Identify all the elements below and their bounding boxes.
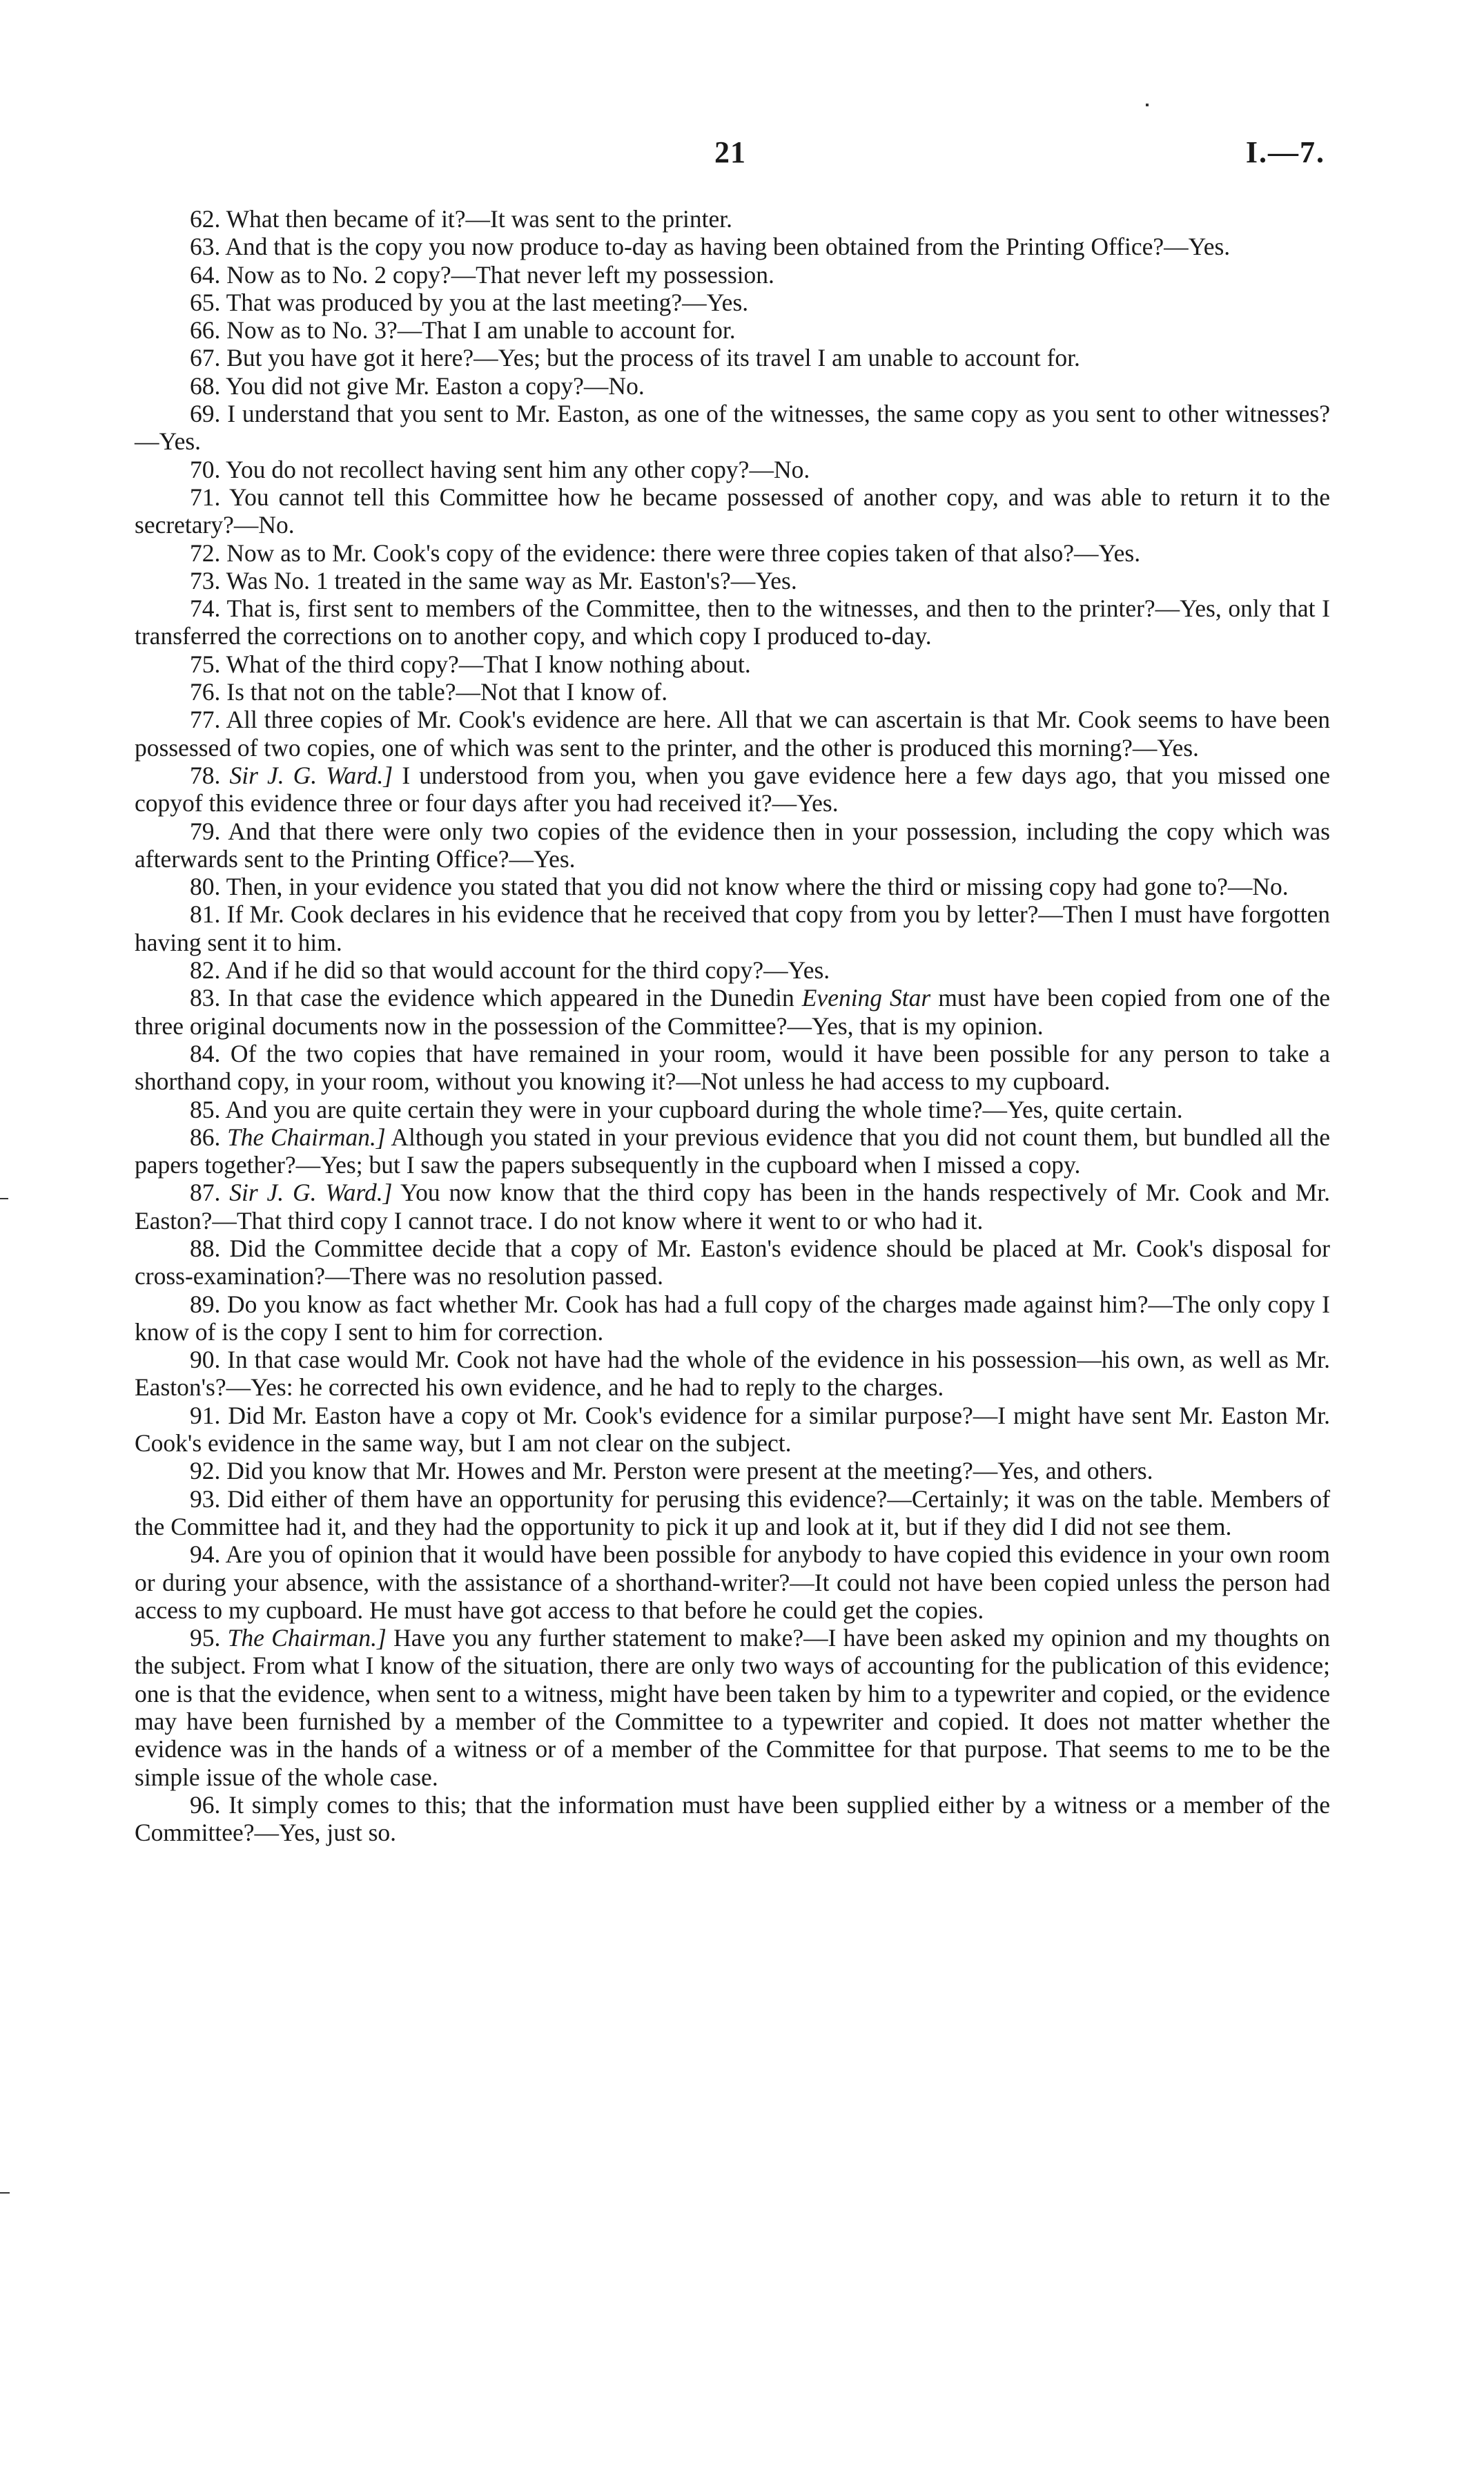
- question-text: Now as to Mr. Cook's copy of the evidence: there were three copies taken of that also?—Yes.: [226, 539, 1141, 567]
- question-text: Is that not on the table?—Not that I know of.: [226, 678, 668, 706]
- question-text: And if he did so that would account for the third copy?—Yes.: [225, 956, 830, 985]
- question-number: 73.: [190, 566, 221, 594]
- evidence-question: [135, 456, 1330, 483]
- question-text: Do you know as fact whether Mr. Cook has had a full copy of the charges made against him?—The only copy I know of is the copy I sent to him for correction.: [135, 1290, 1330, 1346]
- document-reference: I.—7.: [1245, 135, 1325, 169]
- question-number: 66.: [190, 316, 221, 345]
- question-text: Now as to No. 3?—That I am unable to account for.: [226, 316, 736, 345]
- evidence-question: [135, 1096, 1330, 1123]
- question-text: Then, in your evidence you stated that you did not know where the third or missing copy had gone to?—No.: [226, 873, 1289, 901]
- evidence-question: [135, 873, 1330, 900]
- speaker-label: Sir J. G. Ward.]: [229, 761, 393, 789]
- evidence-question: [135, 1179, 1330, 1235]
- evidence-question: [135, 1040, 1330, 1096]
- question-number: 82.: [190, 956, 221, 985]
- evidence-question: [135, 567, 1330, 594]
- evidence-question: [135, 984, 1330, 1040]
- question-text: You did not give Mr. Easton a copy?—No.: [225, 371, 645, 400]
- question-text: Although you stated in your previous evidence that you did not count them, but bundled all the papers together?—Yes; but I saw the papers subsequently in the cupboard when I missed a copy.: [135, 1123, 1331, 1179]
- question-number: 91.: [190, 1401, 221, 1429]
- evidence-question: [135, 650, 1330, 678]
- question-number: 85.: [190, 1095, 221, 1123]
- question-number: 87.: [190, 1179, 221, 1207]
- question-number: 83.: [190, 984, 221, 1012]
- question-text: I understand that you sent to Mr. Easton, as one of the witnesses, the same copy as you sent to other witnesses?—Yes.: [135, 400, 1330, 456]
- question-text: Did either of them have an opportunity for perusing this evidence?—Certainly; it was on the table. Members of the Committee had it, and they had the opportunity to pick it up and look at it, but if they did I did not see them.: [135, 1484, 1331, 1540]
- evidence-question: [135, 261, 1330, 289]
- evidence-question: [135, 1624, 1330, 1791]
- evidence-question: [135, 1290, 1330, 1346]
- question-text: It simply comes to this; that the information must have been supplied either by a witness or a member of the Committee?—Yes, just so.: [135, 1790, 1330, 1847]
- question-text: Did the Committee decide that a copy of Mr. Easton's evidence should be placed at Mr. Cook's disposal for cross-examination?—There was no resolution passed.: [135, 1234, 1330, 1290]
- evidence-question: [135, 400, 1330, 456]
- question-text: If Mr. Cook declares in his evidence that he received that copy from you by letter?—Then I must have forgotten having sent it to him.: [135, 900, 1331, 956]
- scan-speck: [1146, 104, 1149, 106]
- question-number: 95.: [190, 1624, 221, 1652]
- question-text: What of the third copy?—That I know nothing about.: [226, 650, 751, 678]
- question-number: 76.: [190, 678, 221, 706]
- evidence-question: [135, 1791, 1330, 1847]
- question-text: Did Mr. Easton have a copy ot Mr. Cook's evidence for a similar purpose?—I might have sent Mr. Easton Mr. Cook's evidence in the same way, but I am not clear on the subject.: [135, 1401, 1330, 1458]
- evidence-question: [135, 594, 1330, 650]
- question-number: 64.: [190, 260, 221, 289]
- question-number: 92.: [190, 1457, 221, 1485]
- question-text: You now know that the third copy has been in the hands respectively of Mr. Cook and Mr. Easton?—That third copy I cannot trace. I do not know where it went to or who had it.: [135, 1179, 1331, 1235]
- speaker-label: The Chairman.]: [227, 1123, 386, 1151]
- question-number: 88.: [190, 1234, 221, 1262]
- question-text: Have you any further statement to make?—I have been asked my opinion and my thoughts on the subject. From what I know of the situation, there are only two ways of accounting for the publication of this evidence; one is that the evidence, when sent to a witness, might have been taken by him to a typewriter and copied, or the evidence may have been furnished by a member of the Committee to a typewriter and copied. It does not matter whether the evidence was in the hands of a witness or of a member of the Committee for that purpose. That seems to me to be the simple issue of the whole case.: [135, 1624, 1331, 1791]
- evidence-question: [135, 706, 1330, 762]
- question-number: 81.: [190, 900, 221, 929]
- question-text: You do not recollect having sent him any other copy?—No.: [225, 455, 810, 483]
- question-number: 62.: [190, 205, 221, 233]
- question-number: 78.: [190, 761, 221, 789]
- evidence-question: [135, 205, 1330, 233]
- question-text: Now as to No. 2 copy?—That never left my possession.: [226, 260, 774, 289]
- evidence-question: [135, 956, 1330, 984]
- question-number: 86.: [190, 1123, 221, 1151]
- question-text: And that there were only two copies of the evidence then in your possession, including the copy which was afterwards sent to the Printing Office?—Yes.: [135, 817, 1330, 873]
- evidence-question: [135, 900, 1330, 956]
- question-text: All three copies of Mr. Cook's evidence are here. All that we can ascertain is that Mr. Cook seems to have been possessed of two copies, one of which was sent to the printer, and the other is produced this morning?—Yes.: [135, 706, 1330, 762]
- question-number: 75.: [190, 650, 221, 678]
- question-text: And you are quite certain they were in your cupboard during the whole time?—Yes, quite certain.: [225, 1095, 1183, 1123]
- speaker-label: Sir J. G. Ward.]: [229, 1179, 393, 1207]
- scan-edge-mark: [0, 1198, 8, 1199]
- evidence-question: [135, 483, 1330, 539]
- question-number: 77.: [190, 706, 221, 734]
- question-text: But you have got it here?—Yes; but the process of its travel I am unable to account for.: [226, 344, 1080, 372]
- question-text: Did you know that Mr. Howes and Mr. Perston were present at the meeting?—Yes, and others.: [226, 1457, 1153, 1485]
- evidence-question: [135, 1123, 1330, 1179]
- evidence-question: [135, 1457, 1330, 1484]
- question-number: 90.: [190, 1346, 221, 1374]
- question-text: That was produced by you at the last meeting?—Yes.: [226, 288, 749, 316]
- question-text: In that case the evidence which appeared in the Dunedin: [228, 984, 794, 1012]
- newspaper-title: Evening Star: [801, 984, 931, 1012]
- evidence-question: [135, 1346, 1330, 1402]
- question-number: 70.: [190, 455, 221, 483]
- evidence-question: [135, 762, 1330, 817]
- evidence-question: [135, 678, 1330, 706]
- evidence-question: [135, 316, 1330, 344]
- question-number: 67.: [190, 344, 221, 372]
- question-number: 79.: [190, 817, 221, 845]
- question-text: And that is the copy you now produce to-day as having been obtained from the Printing Office?—Yes.: [225, 233, 1231, 261]
- evidence-question: [135, 1402, 1330, 1458]
- evidence-question: [135, 233, 1330, 260]
- question-number: 80.: [190, 873, 221, 901]
- speaker-label: The Chairman.]: [227, 1624, 387, 1652]
- question-number: 68.: [190, 371, 221, 400]
- question-text: You cannot tell this Committee how he became possessed of another copy, and was able to return it to the secretary?—No.: [135, 483, 1330, 539]
- question-number: 71.: [190, 483, 221, 511]
- evidence-question: [135, 1235, 1330, 1290]
- question-text: Are you of opinion that it would have been possible for anybody to have copied this evidence in your own room or during your absence, with the assistance of a shorthand-writer?—It could not have been copied unless the person had access to my cupboard. He must have got access to that before he could get the copies.: [135, 1540, 1331, 1624]
- question-number: 69.: [190, 400, 221, 428]
- question-number: 89.: [190, 1290, 221, 1318]
- question-text: What then became of it?—It was sent to the printer.: [226, 205, 733, 233]
- evidence-question: [135, 372, 1330, 400]
- question-number: 93.: [190, 1484, 221, 1513]
- page-number: 21: [714, 135, 746, 169]
- question-number: 74.: [190, 594, 221, 623]
- question-text: That is, first sent to members of the Committee, then to the witnesses, and then to the printer?—Yes, only that I transferred the corrections on to another copy, and which copy I produced to-day.: [135, 594, 1331, 650]
- question-number: 94.: [190, 1540, 221, 1569]
- question-text: Of the two copies that have remained in your room, would it have been possible for any person to take a shorthand copy, in your room, without you knowing it?—Not unless he had access to my cupboard.: [135, 1039, 1331, 1096]
- evidence-question: [135, 539, 1330, 567]
- evidence-question: [135, 817, 1330, 873]
- question-number: 72.: [190, 539, 221, 567]
- evidence-text: [135, 205, 1330, 1847]
- question-text: must have been copied from one of the three original documents now in the possession of the Committee?—Yes, that is my opinion.: [135, 984, 1331, 1040]
- question-number: 84.: [190, 1039, 221, 1067]
- question-number: 65.: [190, 288, 221, 316]
- question-text: In that case would Mr. Cook not have had the whole of the evidence in his possession—his own, as well as Mr. Easton's?—Yes: he corrected his own evidence, and he had to reply to the charges.: [135, 1346, 1331, 1402]
- question-text: I understood from you, when you gave evidence here a few days ago, that you missed one copyof this evidence three or four days after you had received it?—Yes.: [135, 761, 1331, 817]
- question-text: Was No. 1 treated in the same way as Mr. Easton's?—Yes.: [226, 566, 797, 594]
- scan-edge-mark: [0, 2192, 10, 2194]
- question-number: 96.: [190, 1790, 221, 1819]
- question-number: 63.: [190, 233, 221, 261]
- evidence-question: [135, 344, 1330, 371]
- evidence-question: [135, 289, 1330, 316]
- evidence-question: [135, 1540, 1330, 1624]
- evidence-question: [135, 1485, 1330, 1541]
- page-header: [0, 135, 1484, 176]
